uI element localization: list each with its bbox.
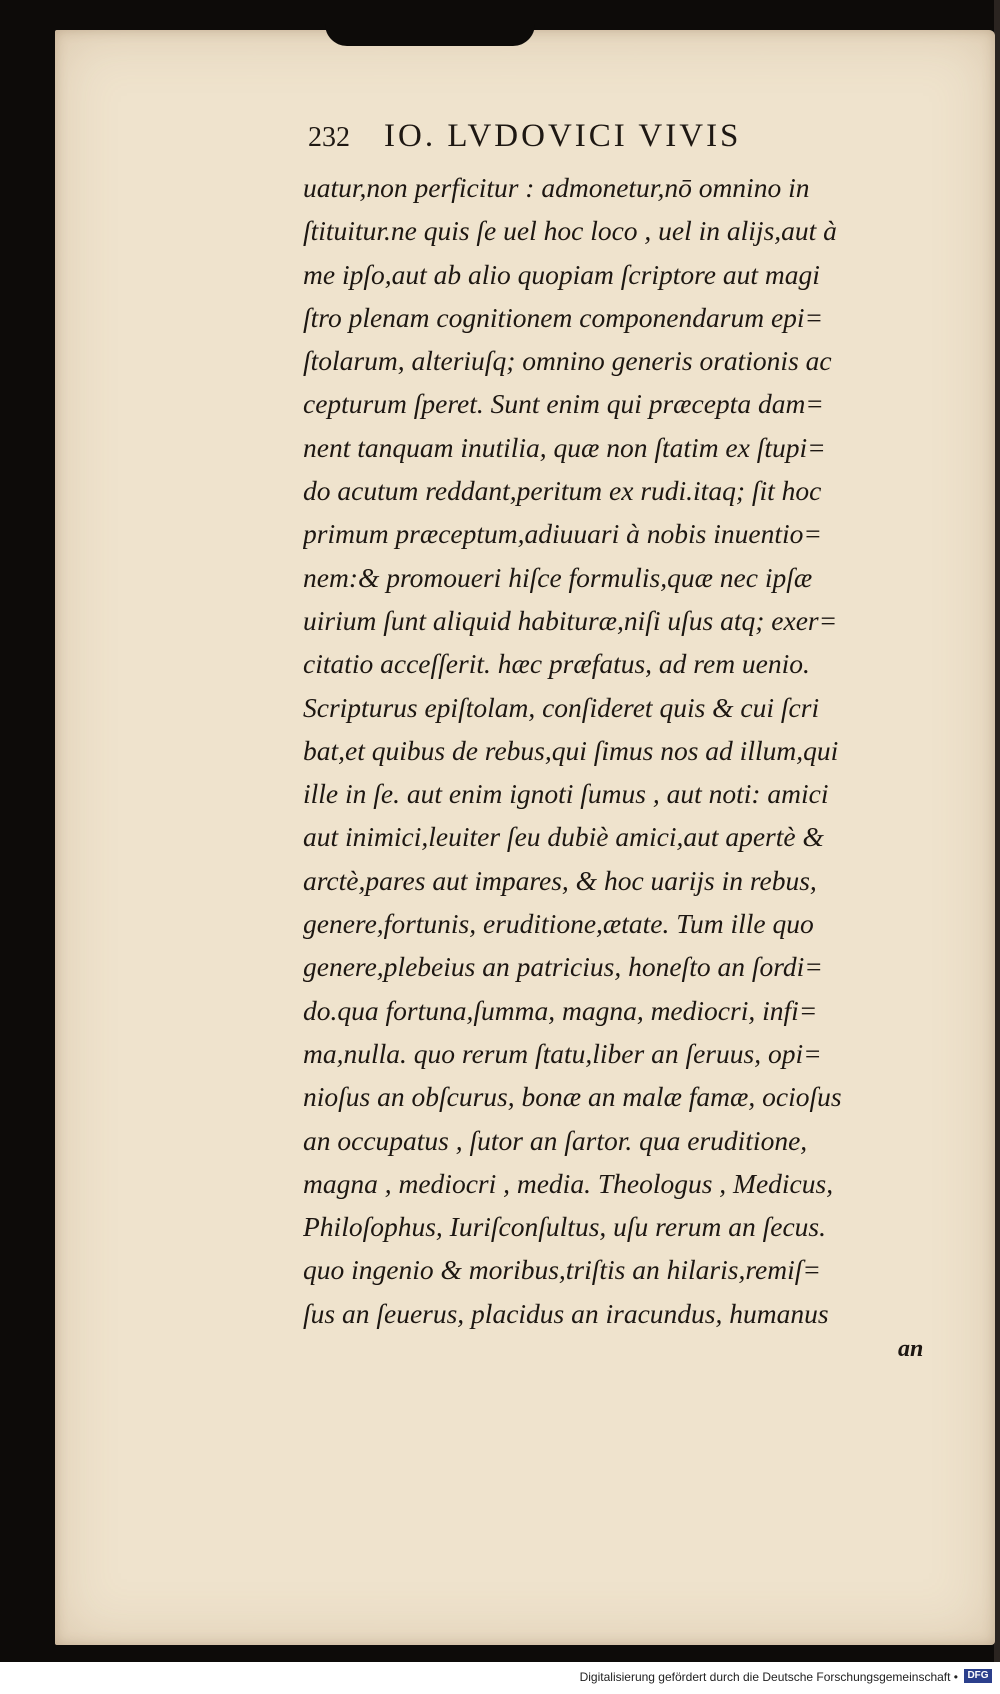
text-line: Philoſophus, Iuriſconſultus, uſu rerum an ſecus. [303,1211,826,1243]
text-line: me ipſo,aut ab alio quopiam ſcriptore aut magi [303,258,820,290]
text-line: arctè,pares aut impares, & hoc uarijs in rebus, [303,864,817,896]
text-line: genere,plebeius an patricius, honeſto an ſordi= [303,951,823,983]
digitization-footer [0,1662,1000,1694]
text-line: aut inimici,leuiter ſeu dubiè amici,aut apertè & [303,821,824,853]
catchword: an [898,1336,924,1362]
text-line: ſtro plenam cognitionem componendarum epi= [303,301,824,333]
text-line: bat,et quibus de rebus,qui ſimus nos ad illum,qui [303,734,839,766]
text-line: do.qua fortuna,ſumma, magna, mediocri, infi= [303,994,818,1026]
text-line: Scripturus epiſtolam, conſideret quis & cui ſcri [303,691,820,723]
text-line: ſtituitur.ne quis ſe uel hoc loco , uel in alijs,aut à [303,215,837,247]
text-line: cepturum ſperet. Sunt enim qui præcepta dam= [303,388,824,420]
text-line: nioſus an obſcurus, bonæ an malæ famæ, ocioſus [303,1081,842,1113]
text-line: ſtolarum, alteriuſq; omnino generis orationis ac [303,345,832,377]
funding-credit: Digitalisierung gefördert durch die Deutsche Forschungsgemeinschaft • [579,1670,958,1684]
text-line: ma,nulla. quo rerum ſtatu,liber an ſeruus, opi= [303,1037,822,1069]
text-line: primum præceptum,adiuuari à nobis inuentio= [303,518,822,550]
running-head [308,118,741,155]
dfg-logo: DFG [964,1669,992,1683]
text-line: ille in ſe. aut enim ignoti ſumus , aut noti: amici [303,778,829,810]
page-number: 232 [308,122,350,153]
text-line: magna , mediocri , media. Theologus , Medicus, [303,1167,834,1199]
text-line: nem:& promoueri hiſce formulis,quæ nec ipſæ [303,561,813,593]
text-line: ſus an ſeuerus, placidus an iracundus, humanus [303,1297,829,1329]
body-text [303,166,943,1335]
text-line: genere,fortunis, eruditione,ætate. Tum ille quo [303,908,814,940]
text-line: uatur,non perficitur : admonetur,nō omnino in [303,172,810,203]
text-line: do acutum reddant,peritum ex rudi.itaq; ſit hoc [303,475,822,507]
text-line: uirium ſunt aliquid habituræ,niſi uſus atq; exer= [303,604,838,636]
text-line: nent tanquam inutilia, quæ non ſtatim ex ſtupi= [303,431,826,463]
text-line: an occupatus , ſutor an ſartor. qua eruditione, [303,1124,808,1156]
running-title: IO. LVDOVICI VIVIS [384,118,742,154]
text-line: citatio acceſſerit. hæc præfatus, ad rem uenio. [303,648,810,680]
text-line: quo ingenio & moribus,triſtis an hilaris,remiſ= [303,1254,821,1286]
